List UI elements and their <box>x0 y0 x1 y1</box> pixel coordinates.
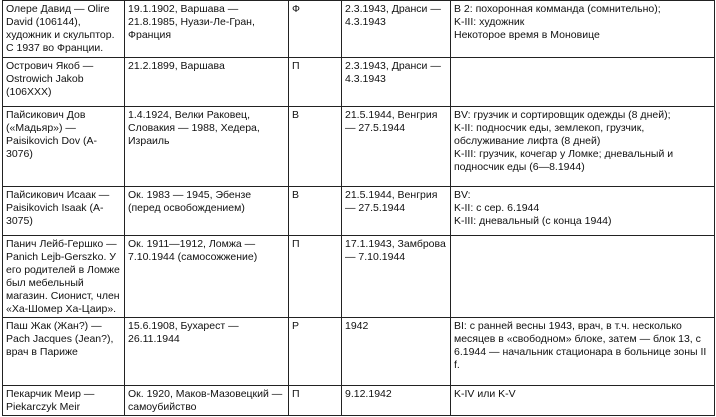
country-code-cell: П <box>289 58 342 107</box>
person-name-cell: Пайсикович Исаак — Paisikovich Isaak (A-3075) <box>3 187 125 236</box>
table-row <box>3 386 715 416</box>
arrival-cell: 9.12.1942 <box>342 386 451 416</box>
table-row <box>3 187 715 236</box>
prisoner-table <box>2 0 715 416</box>
country-code-cell: П <box>289 386 342 416</box>
notes-cell: BV: грузчик и сортировщик одежды (8 дней); K-II: подносчик еды, землекоп, грузчик, обслуживание лифта (8 дней) K-III: грузчик, кочегар у Ломке; дневальный и подносчик еды (6—8.1944) <box>451 107 715 187</box>
life-dates-cell: 1.4.1924, Велки Раковец, Словакия — 1988, Хедера, Израиль <box>125 107 289 187</box>
life-dates-cell: Ок. 1983 — 1945, Эбензе (перед освобождением) <box>125 187 289 236</box>
arrival-cell: 21.5.1944, Венгрия — 27.5.1944 <box>342 107 451 187</box>
table-row <box>3 236 715 318</box>
notes-cell <box>451 58 715 107</box>
arrival-cell: 17.1.1943, Замброва — 7.10.1944 <box>342 236 451 318</box>
arrival-cell: 21.5.1944, Венгрия — 27.5.1944 <box>342 187 451 236</box>
life-dates-cell: Ок. 1920, Маков-Мазовецкий — самоубийство <box>125 386 289 416</box>
table-row <box>3 107 715 187</box>
person-name-cell: Паш Жак (Жан?) — Pach Jacques (Jean?), врач в Париже <box>3 318 125 386</box>
notes-cell: B 2: похоронная комманда (сомнительно); K-III: художник Некоторое время в Моновице <box>451 1 715 58</box>
person-name-cell: Острович Якоб — Ostrowich Jakob (106XXX) <box>3 58 125 107</box>
person-name-cell: Пайсикович Дов («Мадьяр») — Paisikovich Dov (A-3076) <box>3 107 125 187</box>
life-dates-cell: 19.1.1902, Варшава — 21.8.1985, Нуази-Ле-Гран, Франция <box>125 1 289 58</box>
table-row <box>3 318 715 386</box>
life-dates-cell: Ок. 1911—1912, Ломжа — 7.10.1944 (самосожжение) <box>125 236 289 318</box>
person-name-cell: Панич Лейб-Гершко — Panich Lejb-Gerszko. У его родителей в Ломже был мебельный магазин. Сионист, член «Ха-Шомер Ха-Цаир». <box>3 236 125 318</box>
country-code-cell: Р <box>289 318 342 386</box>
life-dates-cell: 15.6.1908, Бухарест — 26.11.1944 <box>125 318 289 386</box>
notes-cell: K-IV или K-V <box>451 386 715 416</box>
country-code-cell: В <box>289 187 342 236</box>
country-code-cell: П <box>289 236 342 318</box>
notes-cell: BI: с ранней весны 1943, врач, в т.ч. несколько месяцев в «свободном» блоке, затем — блок 13, с 6.1944 — начальник стационара в больнице зоны II f. <box>451 318 715 386</box>
arrival-cell: 2.3.1943, Дранси — 4.3.1943 <box>342 1 451 58</box>
person-name-cell: Пекарчик Меир — Piekarczyk Meir <box>3 386 125 416</box>
table-row <box>3 58 715 107</box>
country-code-cell: Ф <box>289 1 342 58</box>
table-row <box>3 1 715 58</box>
arrival-cell: 1942 <box>342 318 451 386</box>
notes-cell <box>451 236 715 318</box>
life-dates-cell: 21.2.1899, Варшава <box>125 58 289 107</box>
country-code-cell: В <box>289 107 342 187</box>
person-name-cell: Олере Давид — Olire David (106144), художник и скульптор. С 1937 во Франции. <box>3 1 125 58</box>
notes-cell: BV: K-II: с сер. 6.1944 K-III: дневальный (с конца 1944) <box>451 187 715 236</box>
arrival-cell: 2.3.1943, Дранси — 4.3.1943 <box>342 58 451 107</box>
